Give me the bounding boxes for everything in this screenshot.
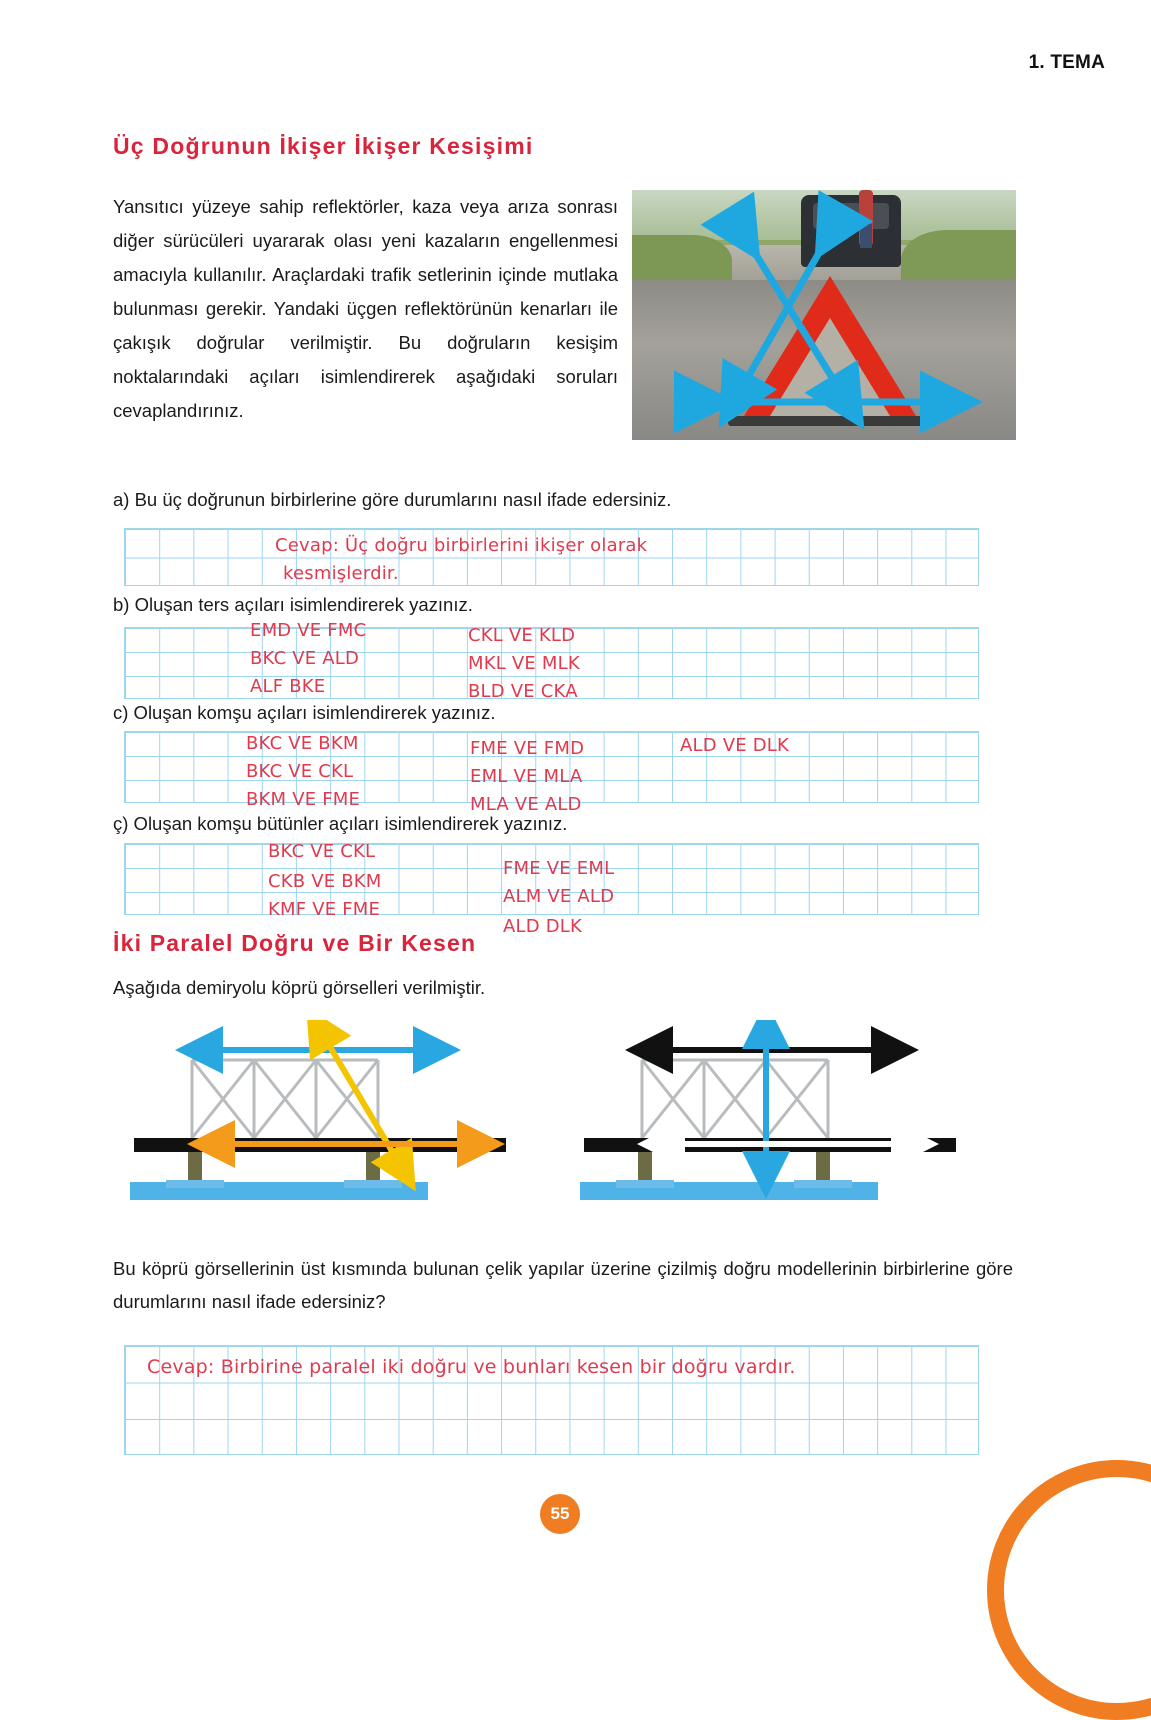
answer-c-col1-2: BKC VE CKL (246, 761, 354, 782)
answer-b-col2-1: CKL VE KLD (468, 625, 576, 646)
answer-c-col2-1: FME VE FMD (470, 738, 585, 759)
page-number: 55 (540, 1494, 580, 1534)
railway-bridge-right (580, 1020, 970, 1210)
answer-c-col2-3: MLA VE ALD (470, 794, 582, 815)
answer-c2-col2-3: ALD DLK (503, 916, 583, 937)
answer-a-line2: kesmişlerdir. (283, 563, 399, 584)
answer-b-col1-2: BKC VE ALD (250, 648, 360, 669)
answer-c2-col1-3: KMF VE FME (268, 899, 381, 920)
answer-c2-col2-2: ALM VE ALD (503, 886, 615, 907)
answer-c-col1-1: BKC VE BKM (246, 733, 359, 754)
corner-decoration-arc (987, 1460, 1151, 1720)
answer-c-col3-1: ALD VE DLK (680, 735, 790, 756)
section-heading-1: Üç Doğrunun İkişer İkişer Kesişimi (113, 133, 534, 159)
answer-c-col1-3: BKM VE FME (246, 789, 361, 810)
question-c2: ç) Oluşan komşu bütünler açıları isimlendirerek yazınız. (113, 813, 568, 834)
answer-b-col1-3: ALF BKE (250, 676, 326, 697)
railway-bridge-left (130, 1020, 520, 1210)
question-b: b) Oluşan ters açıları isimlendirerek yazınız. (113, 594, 473, 615)
question-a: a) Bu üç doğrunun birbirlerine göre durumlarını nasıl ifade edersiniz. (113, 489, 672, 510)
section-heading-2: İki Paralel Doğru ve Bir Kesen (113, 930, 477, 956)
answer-bottom: Cevap: Birbirine paralel iki doğru ve bunları kesen bir doğru vardır. (147, 1356, 796, 1378)
answer-c2-col1-2: CKB VE BKM (268, 871, 382, 892)
photo-line-overlay (632, 190, 1016, 440)
bridge-note: Aşağıda demiryolu köprü görselleri verilmiştir. (113, 977, 486, 998)
reflector-photo (632, 190, 1016, 440)
answer-a-line1: Cevap: Üç doğru birbirlerini ikişer olarak (275, 535, 648, 556)
answer-c2-col1-1: BKC VE CKL (268, 841, 376, 862)
answer-c-col2-2: EML VE MLA (470, 766, 583, 787)
answer-b-col2-3: BLD VE CKA (468, 681, 578, 702)
answer-b-col2-2: MKL VE MLK (468, 653, 580, 674)
answer-b-col1-1: EMD VE FMC (250, 620, 367, 641)
bridge-question: Bu köprü görsellerinin üst kısmında bulunan çelik yapılar üzerine çizilmiş doğru modellerinin birbirlerine göre durumlarını nasıl ifade edersiniz? (113, 1258, 1013, 1312)
answer-c2-col2-1: FME VE EML (503, 858, 615, 879)
page-theme-label: 1. TEMA (1028, 52, 1105, 73)
intro-paragraph: Yansıtıcı yüzeye sahip reflektörler, kaza veya arıza sonrası diğer sürücüleri uyararak olası yeni kazaların engellenmesi amacıyla kullanılır. Araçlardaki trafik setlerinin içinde mutlaka bulunması gerekir. Yandaki üçgen reflektörünün kenarları ile çakışık doğrular verilmiştir. Bu doğruların kesişim noktalarındaki açıları isimlendirerek aşağıdaki soruları cevaplandırınız. (113, 196, 618, 421)
question-c: c) Oluşan komşu açıları isimlendirerek yazınız. (113, 702, 496, 723)
